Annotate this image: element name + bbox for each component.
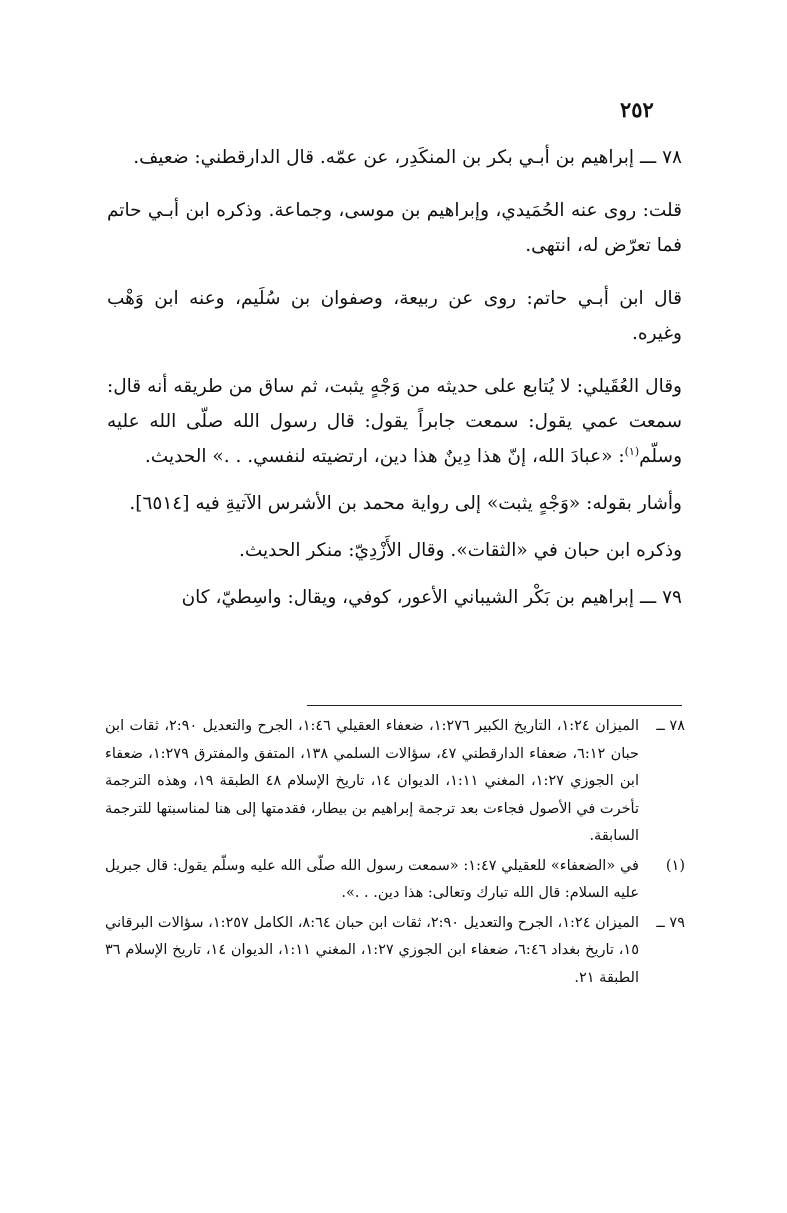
entry-dash: ـــ [639, 587, 657, 608]
entry-dash: ـــ [639, 147, 657, 168]
footnotes [105, 713, 685, 994]
main-text [107, 140, 682, 633]
entry-79 [107, 580, 682, 615]
footnote-text: الميزان ١:٢٤، الجرح والتعديل ٢:٩٠، ثقات ابن حبان ٨:٦٤، الكامل ١:٢٥٧، سؤالات البرقاني ١٥، تاريخ بغداد ٦:٤٦، ضعفاء ابن الجوزي ١:٢٧، المغني ١:١١، الديوان ١٤، تاريخ الإسلام ٣٦ الطبقة ٢١. [105, 914, 639, 986]
footnote-number: ٧٨ ــ [656, 718, 685, 734]
footnote-79 [105, 910, 685, 993]
entry-text: إبراهيم بن بَكْر الشيباني الأعور، كوفي، ويقال: واسِطيّ، كان [181, 587, 635, 608]
footnote-78 [105, 713, 685, 851]
footnote-number: (١) [665, 857, 685, 874]
entry-text: إبراهيم بن أبـي بكر بن المنكَدِر، عن عمّه. قال الدارقطني: ضعيف. [133, 147, 635, 168]
page-number: ٢٥٢ [620, 97, 654, 122]
footnote-ref[interactable]: (١) [624, 444, 640, 458]
paragraph-ibn-abi-hatim: قال ابن أبـي حاتم: روى عن ربيعة، وصفوان بن سُلَيم، وعنه ابن وَهْب وغيره. [107, 288, 682, 344]
uqayli-text: وقال العُقَيلي: لا يُتابع على حديثه من وَجْهٍ يثبت، ثم ساق من طريقه أنه قال: سمعت عمي يقول: سمعت جابراً يقول: قال رسول الله صلّى الله عليه وسلّم [107, 376, 682, 467]
footnote-text: الميزان ١:٢٤، التاريخ الكبير ١:٢٧٦، ضعفاء العقيلي ١:٤٦، الجرح والتعديل ٢:٩٠، ثقات ابن حبان ٦:١٢، ضعفاء الدارقطني ٤٧، سؤالات السلمي ١٣٨، المتفق والمفترق ١:٢٧٩، ضعفاء ابن الجوزي ١:٢٧، المغني ١:١١، الديوان ١٤، تاريخ الإسلام ٤٨ الطبقة ١٩، وهذه الترجمة تأخرت في الأصول فجاءت بعد ترجمة إبراهيم بن بيطار، فقدمتها إلى هنا لمناسبتها للترجمة السابقة. [105, 718, 640, 844]
entry-number: ٧٨ [662, 147, 682, 168]
footnote-divider [307, 705, 682, 706]
paragraph-isharah: وأشار بقوله: «وَجْهٍ يثبت» إلى رواية محمد بن الأشرس الآتيةِ فيه [٦٥١٤]. [129, 493, 682, 514]
entry-number: ٧٩ [662, 587, 682, 608]
paragraph-thiqat: وذكره ابن حبان في «الثقات». وقال الأَزْدِيّ: منكر الحديث. [238, 540, 682, 561]
entry-78 [107, 140, 682, 175]
footnote-1 [105, 853, 685, 908]
footnote-text: في «الضعفاء» للعقيلي ١:٤٧: «سمعت رسول الله صلّى الله عليه وسلّم يقول: قال جبريل عليه السلام: قال الله تبارك وتعالى: هذا دين. . .». [105, 857, 639, 901]
paragraph-qultu: قلت: روى عنه الحُمَيدي، وإبراهيم بن موسى، وجماعة. وذكره ابن أبـي حاتم فما تعرّض له، انتهى. [107, 200, 682, 256]
paragraph-uqayli [107, 369, 682, 474]
footnote-number: ٧٩ ــ [656, 914, 685, 931]
hadith-quote: : «عبادَ الله، إنّ هذا دِينٌ هذا دين، ارتضيته لنفسي. . .» الحديث. [144, 446, 625, 467]
